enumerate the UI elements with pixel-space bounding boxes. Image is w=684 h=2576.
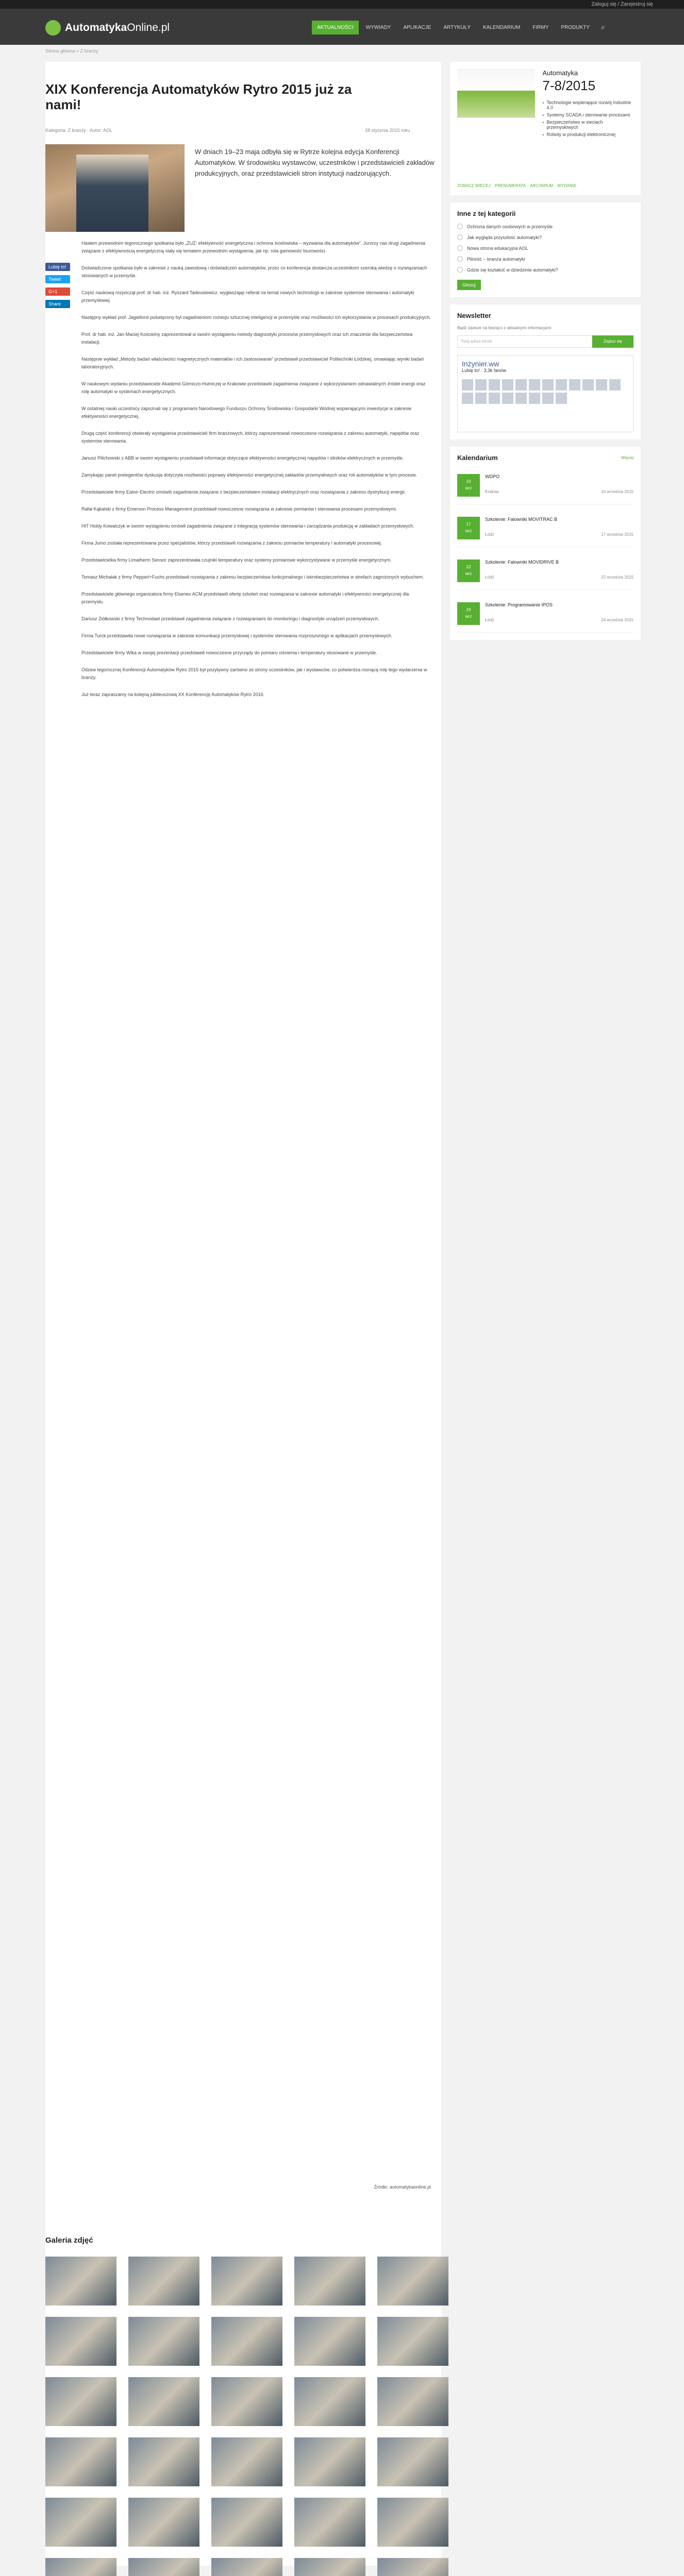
magazine-topic: ■ Bezpieczeństwo w sieciach przemysłowych bbox=[542, 120, 633, 130]
nav-item[interactable]: KALENDARIUM bbox=[483, 25, 521, 30]
magazine-tabs bbox=[457, 183, 633, 188]
gallery-thumbnail[interactable] bbox=[128, 2317, 199, 2366]
article-main bbox=[45, 48, 441, 2566]
gallery-thumbnail[interactable] bbox=[294, 2257, 365, 2306]
event-day: 17 bbox=[466, 522, 471, 527]
logo-icon bbox=[45, 20, 61, 36]
poll-option[interactable] bbox=[457, 267, 633, 273]
poll-option[interactable] bbox=[457, 224, 633, 229]
event-text bbox=[485, 560, 633, 582]
site-header bbox=[0, 9, 684, 45]
gallery-thumbnail[interactable] bbox=[128, 2437, 199, 2486]
facebook-widget[interactable] bbox=[457, 355, 633, 432]
event-month: wrz bbox=[465, 529, 472, 533]
gallery-thumbnail[interactable] bbox=[211, 2437, 282, 2486]
event-date: 24 września 2015 bbox=[601, 618, 633, 622]
gallery-thumbnail[interactable] bbox=[45, 2437, 116, 2486]
poll-title: Inne z tej kategorii bbox=[457, 210, 516, 217]
facebook-faces bbox=[462, 379, 629, 404]
fan-avatar bbox=[609, 379, 621, 391]
facebook-likes: Lubię to! · 3,3k fanów bbox=[462, 368, 507, 373]
fan-avatar bbox=[556, 379, 567, 391]
magazine-tab[interactable]: PRENUMERATA bbox=[494, 183, 526, 188]
facebook-page-name[interactable]: Inżynier.ww bbox=[462, 360, 499, 368]
article-paragraph: Następnie wykład „Metody badań właściwości magnetycznych materiałów i ich zastosowanie” przedstawił przedstawiciel Politechniki Łódzkiej, omawiając wyniki badań laboratoryjnych. bbox=[81, 357, 424, 369]
fan-avatar bbox=[462, 393, 473, 404]
gallery-thumbnail[interactable] bbox=[45, 2257, 116, 2306]
site-logo[interactable] bbox=[45, 20, 170, 36]
article-paragraph: Janusz Pilichowski z ABB w swoim wystąpieniu przedstawił informacje dotyczące efektywności energetycznej napędów i silników elektrycznych w przemyśle. bbox=[81, 455, 404, 461]
article-paragraph: Hasłem przewodnim tegorocznego spotkania było „ZUŻ: efektywność energetyczna i ochrona środowiska – wyzwania dla automatyków”. Jurorzy nas drugi zagadnienia związane z efektywnością energetyczną stały się tematem przewodnim wystąpienia, jak np. rola gamowość biurowości. bbox=[81, 241, 425, 253]
radio-icon[interactable] bbox=[457, 245, 463, 251]
article-paragraph: Przedstawiciele głównego organizatora firmy Elsenex ACM przedstawili ofertę szkoleń oraz rozwiązania w zakresie automatyki i efektywności energetycznej dla przemysłu. bbox=[81, 591, 409, 604]
photo-gallery bbox=[45, 2257, 441, 2576]
event-day: 22 bbox=[466, 565, 471, 569]
event-date-badge bbox=[457, 602, 480, 625]
fan-avatar bbox=[489, 393, 500, 404]
poll-option[interactable] bbox=[457, 245, 633, 251]
event-date-badge bbox=[457, 474, 480, 497]
event-place: Łódź bbox=[485, 575, 494, 580]
fan-avatar bbox=[515, 379, 527, 391]
top-bar bbox=[0, 0, 684, 9]
gallery-thumbnail[interactable] bbox=[211, 2498, 282, 2547]
magazine-topic: ■ Systemy SCADA i sterowanie procesami bbox=[542, 112, 633, 117]
poll-option-label: Gdzie się kształcić w dziedzinie automatyki? bbox=[467, 267, 558, 273]
article-paragraph: Firma Turck przedstawiła nowe rozwiązania w zakresie komunikacji przemysłowej i systemów sterowania rozproszonego w aplikacjach przemysłowych. bbox=[81, 633, 393, 638]
share-buttons bbox=[45, 263, 70, 312]
nav-item[interactable]: APLIKACJE bbox=[403, 25, 431, 30]
magazine-tab[interactable]: ARCHIWUM bbox=[530, 183, 553, 188]
event-place: Łódź bbox=[485, 618, 494, 622]
main-nav bbox=[312, 21, 609, 35]
fan-avatar bbox=[596, 379, 607, 391]
gallery-thumbnail[interactable] bbox=[211, 2377, 282, 2426]
linkedin-share-button[interactable]: Share bbox=[45, 300, 70, 308]
magazine-cover[interactable] bbox=[457, 69, 535, 177]
magazine-topic: ■ Roboty w produkcji elektronicznej bbox=[542, 132, 633, 137]
event-text bbox=[485, 602, 633, 625]
newsletter-box bbox=[450, 304, 641, 439]
tweet-button[interactable]: Tweet bbox=[45, 275, 70, 283]
magazine-topic: ■ Technologie wspierające rozwój Industrie 4.0 bbox=[542, 100, 633, 110]
event-date: 17 września 2015 bbox=[601, 532, 633, 537]
gallery-thumbnail[interactable] bbox=[211, 2317, 282, 2366]
fan-avatar bbox=[475, 379, 487, 391]
article-paragraph: Tomasz Michalak z firmy Pepperl+Fuchs przedstawił rozwiązania z zakresu bezpieczeństwa funkcjonalnego i iskrobezpieczeństwa w strefach zagrożonych wybuchem. bbox=[81, 574, 424, 580]
magazine-tab[interactable]: ZOBACZ WIĘCEJ bbox=[457, 183, 491, 188]
article-paragraph: Następny wykład prof. Jagiellonii poświęcony był zagadnieniom rozwoju sztucznej inteligencji w przemyśle oraz możliwości ich wykorzystania w procesach produkcyjnych. bbox=[81, 315, 431, 320]
magazine-box bbox=[450, 62, 641, 195]
article-paragraph: Rafał Kąkalski z firmy Emerson Process Management przedstawił nowoczesne rozwiązania w zakresie pomiarów i sterowania procesami przemysłowymi. bbox=[81, 506, 397, 512]
article-paragraph: Doświadczone spotkania było w zakresie z nauką zawodową i doświadczeń automatyków, przez co konferencja dostarcza uczestnikom szeroką wiedzę o rozwiązaniach stosowanych w przemyśle. bbox=[81, 265, 427, 278]
gallery-thumbnail[interactable] bbox=[377, 2558, 448, 2576]
event-name[interactable]: Szkolenie: Falowniki MOVIDRIVE B bbox=[485, 560, 559, 565]
calendar-event[interactable] bbox=[457, 474, 633, 504]
article-paragraph: Firma Jumo została reprezentowana przez specjalistów, którzy przedstawili rozwiązania z zakresu pomiarów temperatury i automatyki procesowej. bbox=[81, 540, 382, 546]
gallery-thumbnail[interactable] bbox=[294, 2317, 365, 2366]
newsletter-desc: Bądź zawsze na bieżąco z aktualnymi informacjami bbox=[457, 326, 552, 330]
article-paragraph: Zamykając panel prelegentów dyskusja dotyczyła możliwości poprawy efektywności energetycznej zakładów przemysłowych oraz roli automatyków w tym procesie. bbox=[81, 472, 418, 478]
gallery-thumbnail[interactable] bbox=[294, 2377, 365, 2426]
nav-item[interactable]: FIRMY bbox=[532, 25, 549, 30]
calendar-title: Kalendarium bbox=[457, 454, 498, 462]
fan-avatar bbox=[502, 379, 513, 391]
gallery-thumbnail[interactable] bbox=[45, 2558, 116, 2576]
gallery-thumbnail[interactable] bbox=[294, 2498, 365, 2547]
event-day: 10 bbox=[466, 479, 471, 484]
fan-avatar bbox=[529, 393, 540, 404]
calendar-event[interactable] bbox=[457, 517, 633, 547]
magazine-topics bbox=[542, 100, 633, 137]
gallery-thumbnail[interactable] bbox=[128, 2498, 199, 2547]
magazine-title: Automatyka bbox=[542, 69, 578, 77]
fan-avatar bbox=[556, 393, 567, 404]
login-link[interactable]: Zaloguj się / Zarejestruj się bbox=[591, 2, 653, 7]
poll-box bbox=[450, 202, 641, 297]
event-meta bbox=[485, 575, 633, 580]
event-name[interactable]: Szkolenie: Programowanie IPOS bbox=[485, 602, 553, 607]
sidebar bbox=[450, 62, 641, 647]
event-meta bbox=[485, 618, 633, 622]
article-paragraph: Prof. dr hab. inż. Jan Maciej Kościelny zaprezentował w swoim wystąpieniu metody diagnostyki procesów przemysłowych oraz ich znaczenie dla bezpieczeństwa instalacji. bbox=[81, 332, 413, 345]
poll-option[interactable] bbox=[457, 256, 633, 262]
vote-button[interactable]: Głosuj bbox=[457, 280, 481, 290]
fan-avatar bbox=[569, 379, 580, 391]
magazine-issue: 7-8/2015 bbox=[542, 78, 596, 93]
article-paragraph: W naukowym wydaniu przedstawiciele Akademii Górniczo-Hutniczej w Krakowie przedstawili zagadnienia związane z wykorzystaniem odnawialnych źródeł energii oraz rolę automatyki w systemach energetycznych. bbox=[81, 381, 426, 394]
poll-option-label: Jak wygląda przyszłość automatyki? bbox=[467, 234, 542, 240]
article-title: XIX Konferencja Automatyków Rytro 2015 już za nami! bbox=[45, 81, 352, 112]
gallery-thumbnail[interactable] bbox=[45, 2498, 116, 2547]
radio-icon[interactable] bbox=[457, 256, 463, 262]
gallery-thumbnail[interactable] bbox=[377, 2437, 448, 2486]
article-body bbox=[81, 240, 432, 708]
article-meta: Kategoria: Z branży · Autor: AOL bbox=[45, 128, 113, 133]
article-paragraph: Odzew tegorocznej Konferencji Automatyków Rytro 2015 był pozytywny zarówno ze strony uczestników, jak i wystawców, co potwierdza rosnącą rolę tego wydarzenia w branży. bbox=[81, 667, 427, 680]
nav-item[interactable]: AKTUALNOŚCI bbox=[312, 21, 359, 35]
poll-option-label: Pilność – branża automatyki bbox=[467, 256, 525, 262]
lead-image[interactable] bbox=[45, 144, 185, 232]
radio-icon[interactable] bbox=[457, 267, 463, 273]
gallery-thumbnail[interactable] bbox=[211, 2257, 282, 2306]
fan-avatar bbox=[529, 379, 540, 391]
event-month: wrz bbox=[465, 571, 472, 576]
event-meta bbox=[485, 532, 633, 537]
event-date: 22 września 2015 bbox=[601, 575, 633, 580]
gallery-thumbnail[interactable] bbox=[128, 2257, 199, 2306]
logo-light: Online.pl bbox=[127, 22, 170, 33]
article-date: 28 stycznia 2015 roku bbox=[365, 128, 410, 133]
magazine-tab[interactable]: WYDANIE bbox=[557, 183, 577, 188]
event-month: wrz bbox=[465, 486, 472, 490]
article-paragraph: HIT Holdy Kowalczyk w swoim wystąpieniu omówił zagadnienia związane z integracją systemów sterowania i zarządzania produkcją w zakładach przemysłowych. bbox=[81, 523, 414, 529]
event-day: 24 bbox=[466, 607, 471, 612]
breadcrumb[interactable]: Strona główna » Z branży bbox=[45, 48, 98, 54]
radio-icon[interactable] bbox=[457, 234, 463, 240]
event-month: wrz bbox=[465, 614, 472, 619]
fan-avatar bbox=[489, 379, 500, 391]
fan-avatar bbox=[542, 379, 554, 391]
event-place: Kraków bbox=[485, 489, 499, 494]
event-date-badge bbox=[457, 517, 480, 539]
fan-avatar bbox=[582, 379, 594, 391]
event-name[interactable]: WDPO bbox=[485, 474, 499, 479]
article-source: Źródło: automatykaonline.pl bbox=[374, 2184, 431, 2190]
article-paragraph: Już teraz zapraszamy na kolejną jubileuszową XX Konferencję Automatyków Rytro 2016. bbox=[81, 692, 265, 697]
speaker-figure bbox=[76, 155, 148, 232]
newsletter-email-input[interactable]: Twój adres email bbox=[457, 335, 592, 348]
article-paragraph: Dariusz Ziółkowski z firmy Technodaet przedstawił zagadnienia związane z rozwiązaniami do monitoringu i diagnostyki urządzeń przemysłowych. bbox=[81, 616, 379, 621]
event-meta bbox=[485, 489, 633, 494]
article-paragraph: Część naukową rozpoczął prof. dr hab. inż. Ryszard Tadeusiewicz, wygłaszając referat na temat nowych technologii w zakresie systemów sterowania i automatyki przemysłowej. bbox=[81, 290, 414, 303]
poll-option-label: Ochrona danych osobowych w przemyśle bbox=[467, 224, 553, 229]
event-date: 10 września 2015 bbox=[601, 489, 633, 494]
nav-item[interactable]: ARTYKUŁY bbox=[443, 25, 471, 30]
fan-avatar bbox=[515, 393, 527, 404]
gallery-thumbnail[interactable] bbox=[377, 2377, 448, 2426]
newsletter-submit-button[interactable]: Zapisz się bbox=[592, 335, 633, 348]
calendar-event[interactable] bbox=[457, 560, 633, 590]
search-icon[interactable]: ⌕ bbox=[600, 23, 605, 31]
gallery-title: Galeria zdjęć bbox=[45, 2236, 93, 2245]
newsletter-title: Newsletter bbox=[457, 312, 491, 319]
event-text bbox=[485, 517, 633, 539]
radio-icon[interactable] bbox=[457, 224, 463, 229]
event-name[interactable]: Szkolenie: Falowniki MOVITRAC B bbox=[485, 517, 558, 522]
article-paragraph: Drugą część konferencji otwierały wystąpienia przedstawicieli firm branżowych, którzy zaprezentowali nowoczesne rozwiązania z zakresu automatyki, napędów oraz systemów sterowania. bbox=[81, 431, 420, 444]
google-plus-button[interactable]: G+1 bbox=[45, 287, 70, 296]
fan-avatar bbox=[502, 393, 513, 404]
fan-avatar bbox=[462, 379, 473, 391]
gallery-thumbnail[interactable] bbox=[294, 2437, 365, 2486]
fan-avatar bbox=[475, 393, 487, 404]
gallery-thumbnail[interactable] bbox=[45, 2377, 116, 2426]
calendar-event[interactable] bbox=[457, 602, 633, 633]
gallery-thumbnail[interactable] bbox=[377, 2498, 448, 2547]
event-date-badge bbox=[457, 560, 480, 582]
gallery-thumbnail[interactable] bbox=[294, 2558, 365, 2576]
article-paragraph: Przedstawicielka firmy Limatherm Sensor zaprezentowała czujniki temperatury oraz systemy pomiarowe wykorzystywane w przemyśle energetycznym. bbox=[81, 557, 392, 563]
gallery-thumbnail[interactable] bbox=[377, 2257, 448, 2306]
gallery-thumbnail[interactable] bbox=[128, 2558, 199, 2576]
nav-item[interactable]: WYWIADY bbox=[365, 25, 391, 30]
poll-option-label: Nowa strona edukacyjna AOL bbox=[467, 245, 528, 251]
poll-option[interactable] bbox=[457, 234, 633, 240]
lead-paragraph: W dniach 19–23 maja odbyła się w Rytrze kolejna edycja Konferencji Automatyków. W środowisku wystawców, uczestników i przedstawicieli zakładów produkcyjnych, oraz przedstawicieli stron instytucji nadzorujących. bbox=[195, 148, 435, 177]
gallery-thumbnail[interactable] bbox=[45, 2317, 116, 2366]
gallery-thumbnail[interactable] bbox=[377, 2317, 448, 2366]
fan-avatar bbox=[542, 393, 554, 404]
gallery-thumbnail[interactable] bbox=[128, 2377, 199, 2426]
gallery-thumbnail[interactable] bbox=[211, 2558, 282, 2576]
calendar-all-link[interactable]: Więcej bbox=[621, 455, 633, 460]
article-paragraph: Przedstawiciele firmy Eaton Electric omówili zagadnienia związane z bezpieczeństwem instalacji elektrycznych oraz rozwiązania z zakresu dystrybucji energii. bbox=[81, 489, 406, 495]
article-paragraph: Przedstawiciele firmy Wika w swojej prezentacji przedstawili nowoczesne przyrządy do pomiaru ciśnienia i temperatury stosowane w przemyśle. bbox=[81, 650, 377, 655]
event-place: Łódź bbox=[485, 532, 494, 537]
facebook-like-button[interactable]: Lubię to! bbox=[45, 263, 70, 271]
logo-bold: Automatyka bbox=[65, 22, 127, 33]
article-paragraph: W ostatniej nauki uczestnicy zapoznali się z programami Narodowego Funduszu Ochrony Środowiska i Gospodarki Wodnej wspierającymi inwestycje w zakresie efektywności energetycznej. bbox=[81, 406, 412, 419]
nav-item[interactable]: PRODUKTY bbox=[561, 25, 590, 30]
calendar-box bbox=[450, 447, 641, 640]
event-text bbox=[485, 474, 633, 497]
